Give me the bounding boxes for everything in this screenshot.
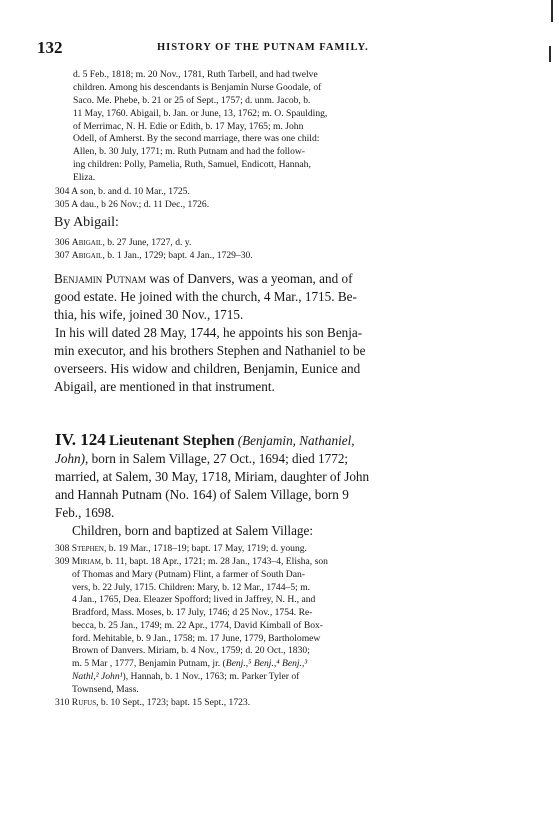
ancestry: John) (55, 451, 86, 466)
entry-text: ), Hannah, b. 1 Nov., 1763; m. Parker Tyler of (122, 671, 300, 682)
generation-number: IV. 124 (55, 430, 106, 449)
continuation-line: children. Among his descendants is Benjamin Nurse Goodale, of (73, 82, 322, 93)
entry-306 (55, 237, 191, 250)
entry-305 (55, 199, 209, 212)
entry-line: Bradford, Mass. Moses, b. 17 July, 1746; d 25 Nov., 1754. Re- (72, 607, 313, 618)
entry-number: 306 (55, 237, 70, 248)
paragraph-line: good estate. He joined with the church, 4 Mar., 1715. Be- (54, 289, 357, 304)
entry-308 (55, 543, 307, 556)
ancestry: (Benjamin, Nathaniel, (237, 433, 355, 448)
heading-line (55, 450, 348, 468)
entry-line: Townsend, Mass. (72, 684, 139, 695)
entry-name: Abigail (71, 250, 103, 261)
continuation-line: 11 May, 1760. Abigail, b. Jan. or June, 13, 1762; m. O. Spaulding, (73, 108, 328, 119)
continuation-line: Allen, b. 30 July, 1771; m. Ruth Putnam and had the follow- (73, 146, 306, 157)
paragraph-line: thia, his wife, joined 30 Nov., 1715. (54, 307, 244, 322)
entry-name: Miriam (71, 556, 101, 567)
entry-line: of Thomas and Mary (Putnam) Flint, a farmer of South Dan- (72, 569, 305, 580)
continuation-line: Odell, of Amherst. By the second marriage, there was one child: (73, 133, 320, 144)
section-heading (55, 431, 355, 450)
heading-line: and Hannah Putnam (No. 164) of Salem Village, born 9 (55, 487, 349, 502)
entry-text: , b. 19 Mar., 1718–19; bapt. 17 May, 1719; d. young. (103, 543, 307, 554)
entry-text: m. 5 Mar , 1777, Benjamin Putnam, jr. ( (72, 658, 226, 669)
entry-line: vers, b. 22 July, 1715. Children: Mary, b. 12 Mar., 1744–5; m. (72, 582, 311, 593)
entry-text: , b. 1 Jan., 1729; bapt. 4 Jan., 1729–30. (102, 250, 253, 261)
entry-text: , b. 10 Sept., 1723; bapt. 15 Sept., 1723. (96, 697, 251, 708)
paragraph-line: Abigail, are mentioned in that instrument. (54, 379, 275, 394)
scan-edge-mark (551, 0, 553, 22)
continuation-line: Eliza. (73, 172, 96, 183)
heading-line: married, at Salem, 30 May, 1718, Miriam, daughter of John (55, 469, 370, 484)
entry-text: , b. 11, bapt. 18 Apr., 1721; m. 28 Jan., 1743–4, Elisha, son (100, 556, 328, 567)
children-intro: Children, born and baptized at Salem Village: (72, 523, 314, 538)
entry-number: 304 (55, 186, 70, 197)
running-header (37, 38, 519, 58)
heading-line: Feb., 1698. (55, 505, 115, 520)
continuation-line: d. 5 Feb., 1818; m. 20 Nov., 1781, Ruth Tarbell, and had twelve (73, 69, 318, 80)
entry-line: ford. Mehitable, b. 9 Jan., 1758; m. 17 June, 1779, Bartholomew (72, 633, 321, 644)
ancestry: Nathl,² John¹ (72, 671, 123, 682)
entry-number: 310 (55, 697, 70, 708)
entry-number: 308 (55, 543, 70, 554)
heading-text: , born in Salem Village, 27 Oct., 1694; died 1772; (85, 451, 349, 466)
scan-edge-mark (549, 46, 551, 62)
entry-name: Stephen (71, 543, 104, 554)
page-number: 132 (37, 38, 63, 57)
entry-304 (55, 186, 190, 199)
person-name: Benjamin Putnam (54, 271, 146, 286)
paragraph-line (54, 270, 352, 288)
entry-309 (55, 556, 328, 569)
entry-text: , b. 27 June, 1727, d. y. (102, 237, 192, 248)
entry-name: Abigail (71, 237, 103, 248)
running-title: HISTORY OF THE PUTNAM FAMILY. (157, 42, 369, 53)
continuation-line: ing children: Polly, Pamelia, Ruth, Samuel, Endicott, Hannah, (73, 159, 311, 170)
by-abigail-heading: By Abigail: (54, 215, 119, 230)
entry-line: Brown of Danvers. Miriam, b. 4 Nov., 1759; d. 20 Oct., 1830; (72, 645, 310, 656)
entry-name: Rufus (71, 697, 97, 708)
paragraph-line: In his will dated 28 May, 1744, he appoints his son Benja- (55, 325, 363, 340)
paragraph-line: overseers. His widow and children, Benjamin, Eunice and (54, 361, 361, 376)
entry-line (72, 658, 307, 671)
entry-line: 4 Jan., 1765, Dea. Eleazer Spofford; lived in Jaffrey, N. H., and (72, 594, 316, 605)
entry-number: 305 (55, 199, 70, 210)
entry-number: 309 (55, 556, 70, 567)
entry-307 (55, 250, 253, 263)
entry-line: becca, b. 25 Jan., 1749; m. 22 Apr., 1774, David Kimball of Box- (72, 620, 324, 631)
entry-text: A dau., b 26 Nov.; d. 11 Dec., 1726. (71, 199, 210, 210)
entry-line (72, 671, 299, 684)
entry-number: 307 (55, 250, 70, 261)
continuation-line: Saco. Me. Phebe, b. 21 or 25 of Sept., 1757; d. unm. Jacob, b. (73, 95, 311, 106)
entry-text: A son, b. and d. 10 Mar., 1725. (71, 186, 190, 197)
paragraph-line: min executor, and his brothers Stephen and Nathaniel to be (54, 343, 366, 358)
continuation-line: of Merrimac, N. H. Edie or Edith, b. 17 May, 1765; m. John (73, 121, 304, 132)
entry-310 (55, 697, 250, 710)
paragraph-text: was of Danvers, was a yeoman, and of (145, 271, 353, 286)
ancestry: Benj.,⁵ Benj.,⁴ Benj.,³ (225, 658, 308, 669)
person-title: Lieutenant Stephen (109, 433, 235, 449)
